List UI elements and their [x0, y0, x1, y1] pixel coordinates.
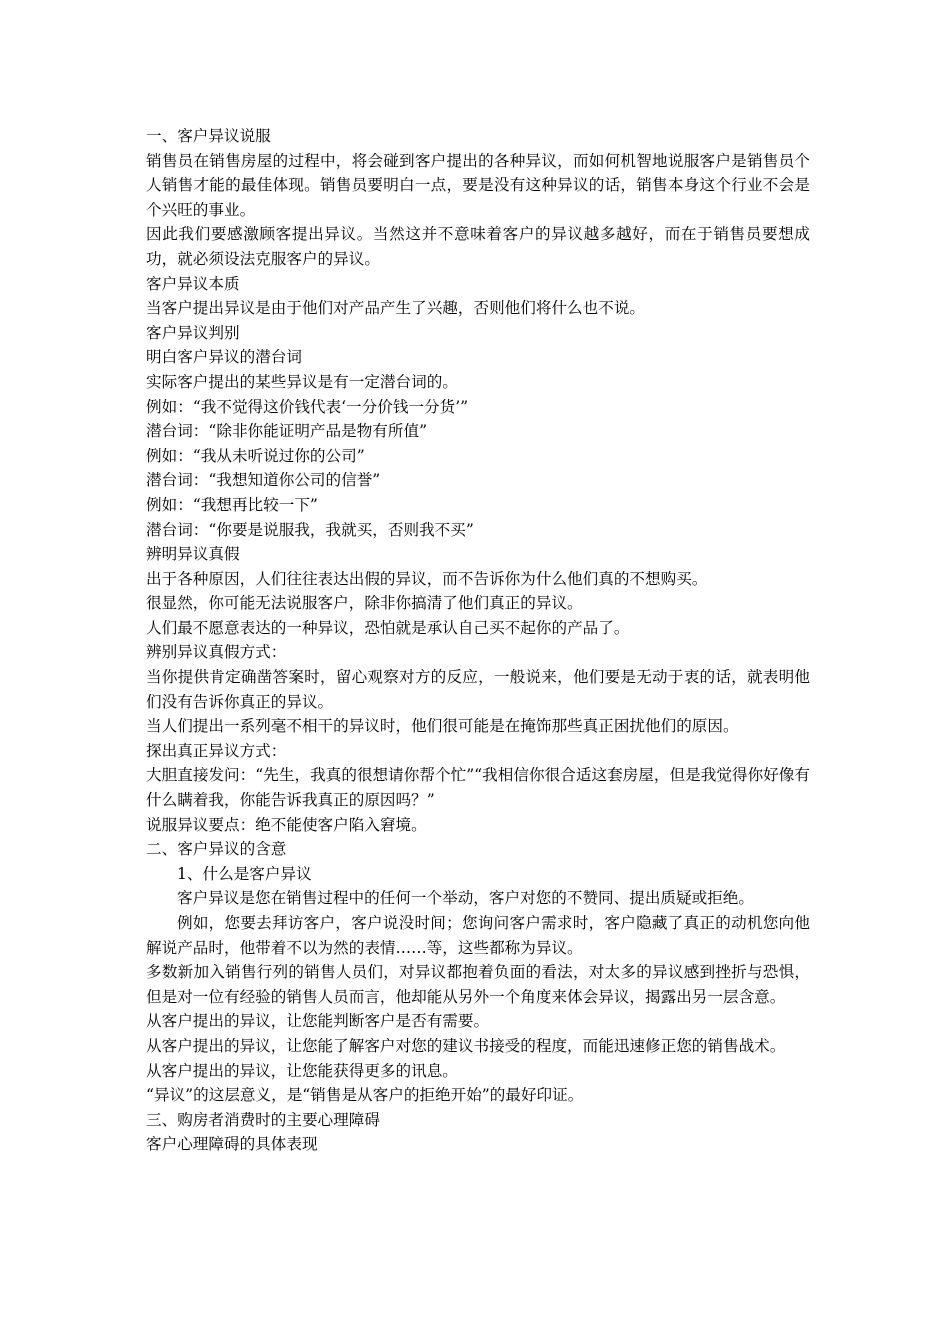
paragraph: 销售员在销售房屋的过程中，将会碰到客户提出的各种异议，而如何机智地说服客户是销售员个人销售才能的最佳体现。销售员要明白一点，要是没有这种异议的话，销售本身这个行业不会是个兴旺的事业。 [146, 151, 810, 219]
example-line: 例如：“我从未听说过你的公司” [146, 446, 365, 465]
paragraph: 从客户提出的异议，让您能了解客户对您的建议书接受的程度，而能迅速修正您的销售战术。 [146, 1036, 786, 1055]
heading-3: 三、购房者消费时的主要心理障碍 [146, 1110, 380, 1129]
subheading: 辨别异议真假方式： [146, 643, 287, 662]
example-line: 例如：“我想再比较一下” [146, 495, 318, 514]
subheading: 客户异议判别 [146, 323, 240, 342]
subheading: 客户心理障碍的具体表现 [146, 1135, 318, 1154]
paragraph: 例如，您要去拜访客户，客户说没时间；您询问客户需求时，客户隐藏了真正的动机您向他解说产品时，他带着不以为然的表情……等，这些都称为异议。 [146, 914, 810, 957]
paragraph: 客户异议是您在销售过程中的任何一个举动，客户对您的不赞同、提出质疑或拒绝。 [177, 889, 754, 908]
paragraph: 出于各种原因，人们往往表达出假的异议，而不告诉你为什么他们真的不想购买。 [146, 569, 708, 588]
subheading: 辨明异议真假 [146, 545, 240, 564]
paragraph: 当人们提出一系列毫不相干的异议时，他们很可能是在掩饰那些真正困扰他们的原因。 [146, 717, 739, 736]
paragraph: 从客户提出的异议，让您能判断客户是否有需要。 [146, 1012, 490, 1031]
paragraph: 人们最不愿意表达的一种异议，恐怕就是承认自己买不起你的产品了。 [146, 618, 630, 637]
paragraph: “异议”的这层意义，是“销售是从客户的拒绝开始”的最好印证。 [146, 1086, 584, 1105]
subtext-line: 潜台词：“你要是说服我，我就买，否则我不买” [146, 520, 474, 539]
subtext-line: 潜台词：“我想知道你公司的信誉” [146, 471, 381, 490]
subheading: 客户异议本质 [146, 274, 240, 293]
heading-2: 二、客户异议的含意 [146, 840, 287, 859]
paragraph: 说服异议要点：绝不能使客户陷入窘境。 [146, 815, 427, 834]
paragraph: 当客户提出异议是由于他们对产品产生了兴趣，否则他们将什么也不说。 [146, 299, 646, 318]
paragraph: 因此我们要感激顾客提出异议。当然这并不意味着客户的异议越多越好，而在于销售员要想成功，就必须设法克服客户的异议。 [146, 225, 810, 268]
paragraph: 从客户提出的异议，让您能获得更多的讯息。 [146, 1061, 458, 1080]
paragraph: 当你提供肯定确凿答案时，留心观察对方的反应，一般说来，他们要是无动于衷的话，就表明他们没有告诉你真正的异议。 [146, 668, 810, 711]
subtext-line: 潜台词：“除非你能证明产品是物有所值” [146, 422, 428, 441]
subheading: 明白客户异议的潜台词 [146, 348, 302, 367]
paragraph: 很显然，你可能无法说服客户，除非你搞清了他们真正的异议。 [146, 594, 583, 613]
example-line: 例如：“我不觉得这价钱代表‘一分价钱一分货’” [146, 397, 469, 416]
paragraph: 多数新加入销售行列的销售人员们，对异议都抱着负面的看法，对太多的异议感到挫折与恐惧，但是对一位有经验的销售人员而言，他却能从另外一个角度来体会异议，揭露出另一层含意。 [146, 963, 810, 1006]
heading-1: 一、客户异议说服 [146, 127, 271, 145]
document-page [146, 124, 810, 1157]
subheading: 探出真正异议方式： [146, 741, 287, 760]
paragraph: 大胆直接发问：“先生，我真的很想请你帮个忙”“我相信你很合适这套房屋，但是我觉得你好像有什么瞒着我，你能告诉我真正的原因吗？” [146, 766, 810, 810]
numbered-subheading: 1、什么是客户异议 [177, 864, 312, 883]
paragraph: 实际客户提出的某些异议是有一定潜台词的。 [146, 372, 458, 391]
